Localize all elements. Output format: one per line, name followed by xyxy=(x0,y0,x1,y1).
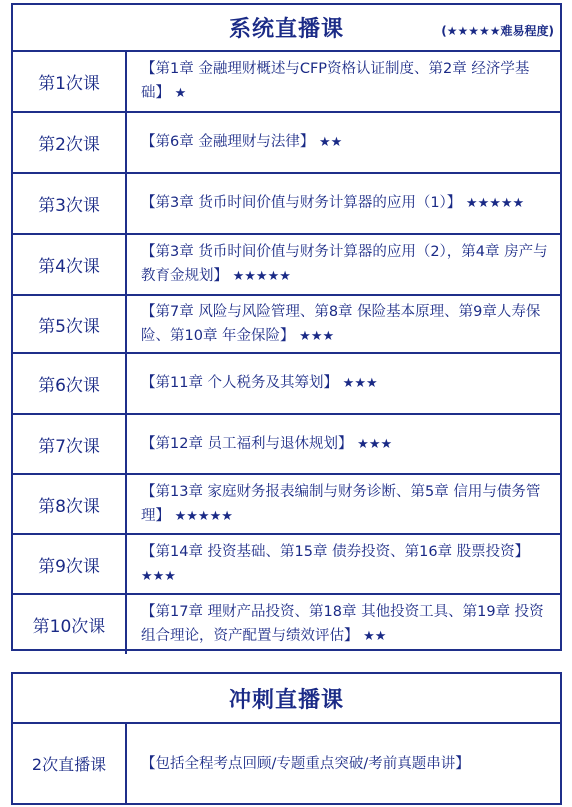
session-topics: 【第6章 金融理财与法律】 xyxy=(141,134,315,150)
session-content xyxy=(127,174,560,233)
live-course-table xyxy=(11,3,562,651)
session-content xyxy=(127,415,560,473)
session-label: 2次直播课 xyxy=(13,724,127,803)
live-course-title: 系统直播课 xyxy=(228,17,344,42)
session-content xyxy=(127,475,560,533)
session-content xyxy=(127,595,560,654)
difficulty-stars: ★★★★★ xyxy=(465,196,525,211)
difficulty-stars: ★ xyxy=(174,86,187,101)
table-row xyxy=(13,235,560,296)
difficulty-stars: ★★★ xyxy=(299,328,335,344)
session-label: 第10次课 xyxy=(13,595,127,654)
table-row xyxy=(13,475,560,535)
sprint-course-table xyxy=(11,672,562,805)
session-topics: 【第7章 风险与风险管理、第8章 保险基本原理、第9章人寿保险、第10章 年金保险】 xyxy=(141,303,541,344)
session-content xyxy=(127,52,560,111)
session-label: 第6次课 xyxy=(13,354,127,413)
session-topics: 【第3章 货币时间价值与财务计算器的应用（2），第4章 房产与教育金规划】 xyxy=(141,244,548,284)
session-label: 第8次课 xyxy=(13,475,127,533)
session-content xyxy=(127,354,560,413)
difficulty-stars: ★★★★★ xyxy=(174,508,233,524)
table-row xyxy=(13,296,560,354)
session-content xyxy=(127,296,560,352)
session-content xyxy=(127,535,560,593)
difficulty-stars: ★★★★★ xyxy=(232,269,291,284)
session-label: 第4次课 xyxy=(13,235,127,294)
difficulty-stars: ★★★ xyxy=(141,568,176,584)
session-content xyxy=(127,724,560,803)
session-topics: 【第17章 理财产品投资、第18章 其他投资工具、第19章 投资组合理论，资产配置与绩效评估】 xyxy=(141,604,544,644)
table-row xyxy=(13,724,560,803)
table-row xyxy=(13,174,560,235)
session-topics: 【包括全程考点回顾/专题重点突破/考前真题串讲】 xyxy=(141,755,470,772)
session-topics: 【第12章 员工福利与退休规划】 xyxy=(141,435,353,452)
difficulty-stars: ★★ xyxy=(318,135,343,150)
difficulty-note: (★★★★★难易程度) xyxy=(441,24,554,38)
session-topics: 【第3章 货币时间价值与财务计算器的应用（1）】 xyxy=(141,195,462,211)
session-label: 第2次课 xyxy=(13,113,127,172)
table-row xyxy=(13,354,560,415)
session-topics: 【第14章 投资基础、第15章 债券投资、第16章 股票投资】 xyxy=(141,543,530,560)
session-label: 第7次课 xyxy=(13,415,127,473)
session-label: 第1次课 xyxy=(13,52,127,111)
session-content xyxy=(127,113,560,172)
sprint-course-title: 冲刺直播课 xyxy=(228,687,344,713)
session-topics: 【第1章 金融理财概述与CFP资格认证制度、第2章 经济学基础】 xyxy=(141,61,530,101)
table-row xyxy=(13,415,560,475)
table-row xyxy=(13,535,560,595)
session-topics: 【第11章 个人税务及其筹划】 xyxy=(141,375,339,391)
session-label: 第3次课 xyxy=(13,174,127,233)
live-course-header xyxy=(13,5,560,52)
session-label: 第5次课 xyxy=(13,296,127,352)
difficulty-stars: ★★ xyxy=(363,629,387,644)
table-row xyxy=(13,52,560,113)
difficulty-stars: ★★★ xyxy=(342,376,378,391)
table-row xyxy=(13,113,560,174)
session-label: 第9次课 xyxy=(13,535,127,593)
session-content xyxy=(127,235,560,294)
table-row xyxy=(13,595,560,654)
sprint-course-header xyxy=(13,674,560,724)
session-topics: 【第13章 家庭财务报表编制与财务诊断、第5章 信用与债务管理】 xyxy=(141,483,541,524)
difficulty-stars: ★★★ xyxy=(357,436,393,452)
